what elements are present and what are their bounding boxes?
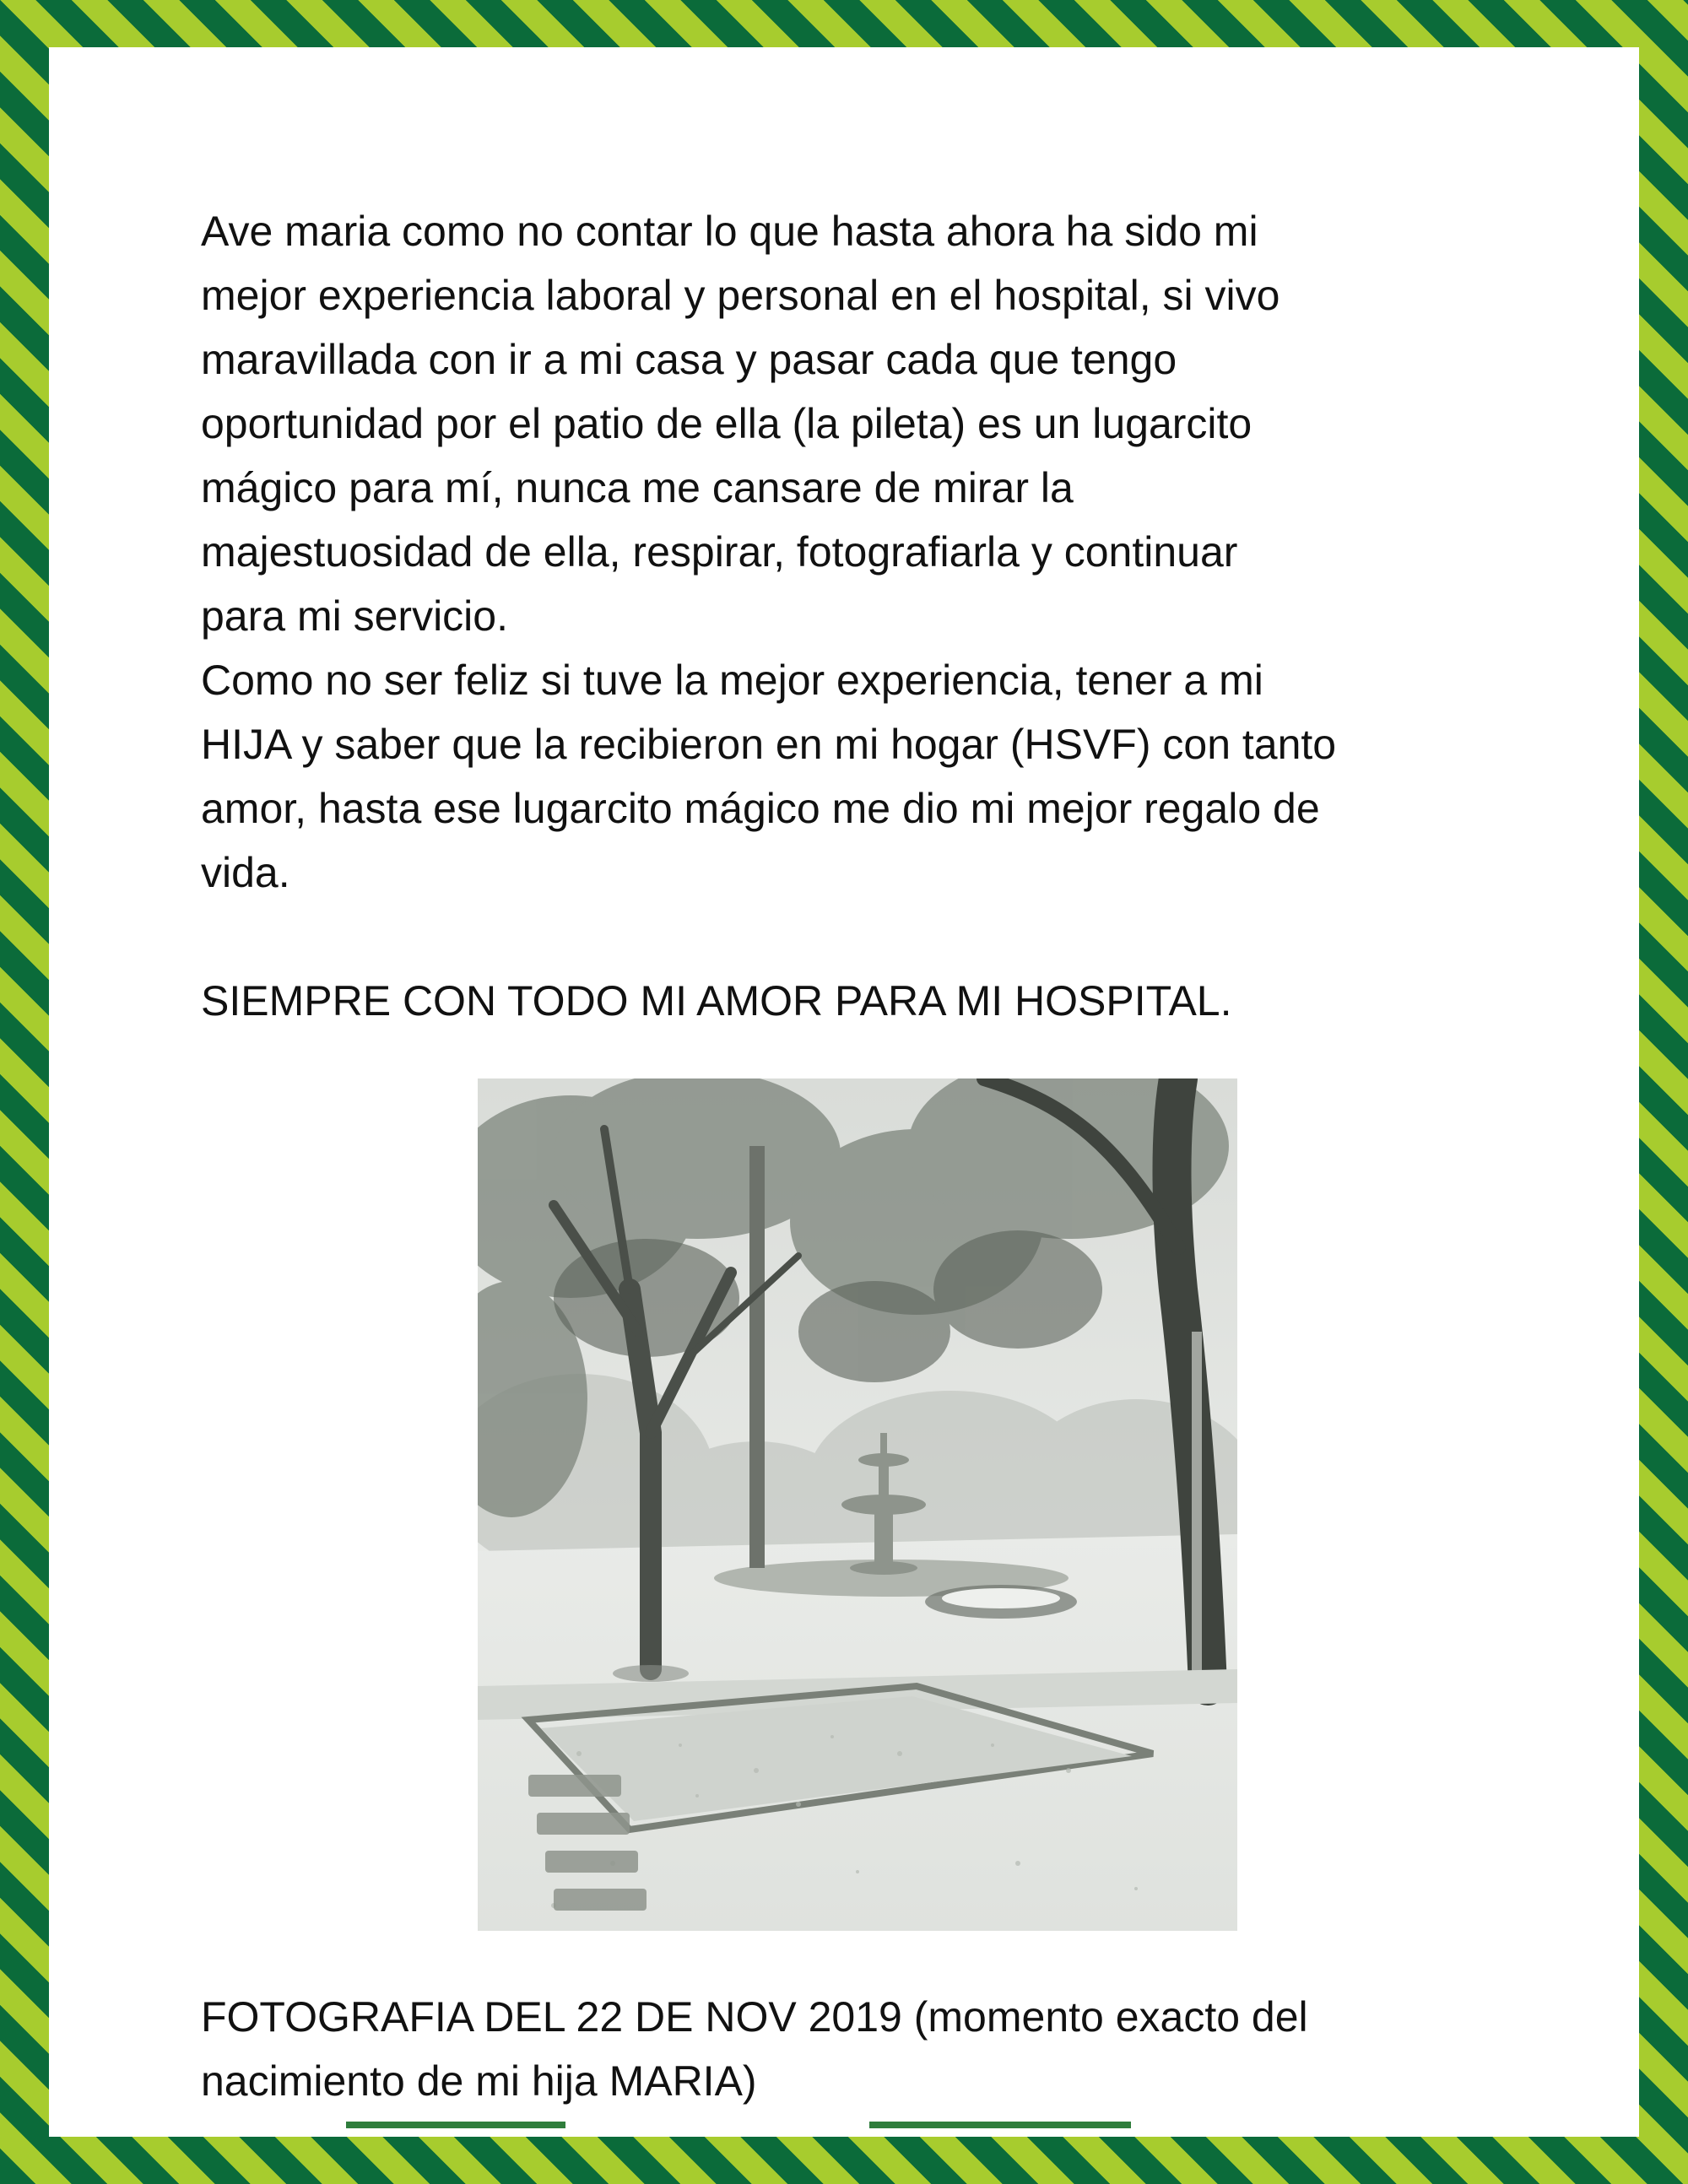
closing-line: SIEMPRE CON TODO MI AMOR PARA MI HOSPITAL.: [201, 977, 1232, 1024]
snowy-park-photo: [478, 1078, 1237, 1931]
paragraph2-line: Como no ser feliz si tuve la mejor experiencia, tener a mi: [201, 657, 1263, 704]
decorative-stripe: [869, 2122, 1131, 2128]
paragraph1-line: maravillada con ir a mi casa y pasar cada que tengo: [201, 336, 1177, 383]
paragraph1-line: mágico para mí, nunca me cansare de mirar la: [201, 464, 1074, 511]
paragraph2-line: HIJA y saber que la recibieron en mi hogar (HSVF) con tanto: [201, 721, 1337, 768]
paragraph1-line: mejor experiencia laboral y personal en el hospital, si vivo: [201, 272, 1280, 319]
caption-line: nacimiento de mi hija MARIA): [201, 2057, 757, 2105]
paragraph1-line: oportunidad por el patio de ella (la pileta) es un lugarcito: [201, 400, 1252, 447]
paragraph1-line: para mi servicio.: [201, 592, 508, 640]
paragraph2-line: amor, hasta ese lugarcito mágico me dio mi mejor regalo de: [201, 785, 1320, 832]
caption-line: FOTOGRAFIA DEL 22 DE NOV 2019 (momento exacto del: [201, 1993, 1308, 2041]
letter-body: [201, 199, 1551, 1033]
decorative-stripe: [346, 2122, 565, 2128]
photo-caption: [201, 1985, 1551, 2113]
snowy-park-fountain-illustration: [478, 1078, 1237, 1931]
paragraph-gap: [201, 905, 1551, 969]
letter-page: [49, 47, 1639, 2137]
paragraph1-line: majestuosidad de ella, respirar, fotografiarla y continuar: [201, 528, 1238, 576]
paragraph1-line: Ave maria como no contar lo que hasta ahora ha sido mi: [201, 208, 1258, 255]
paragraph2-line: vida.: [201, 849, 290, 896]
